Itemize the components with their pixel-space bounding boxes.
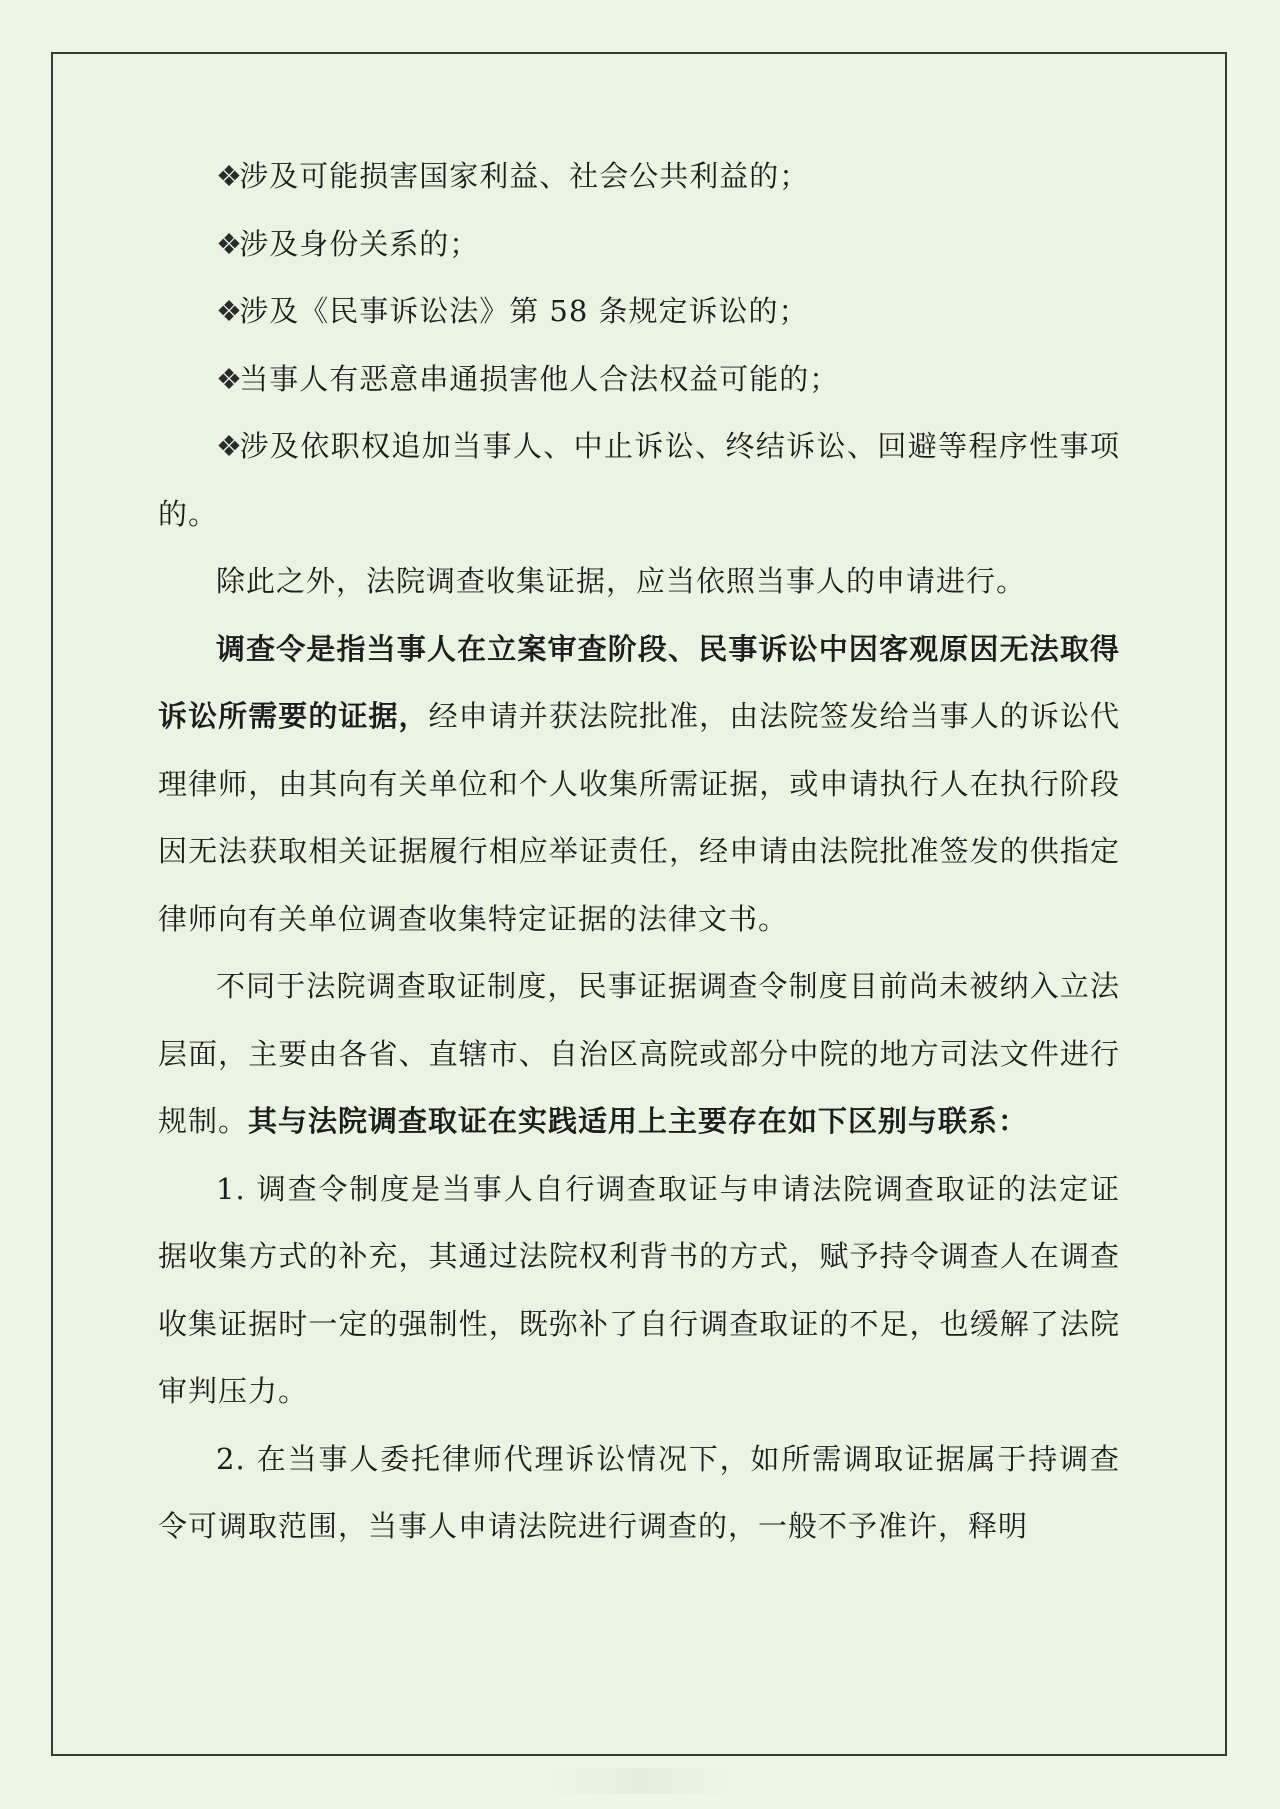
document-body xyxy=(158,143,1120,1561)
paragraph-definition xyxy=(158,616,1120,954)
diamond-bullet-icon: ❖ xyxy=(216,429,243,463)
diamond-bullet-icon: ❖ xyxy=(216,226,243,261)
difference-text: 不同于法院调查取证制度，民事证据调查令制度目前尚未被纳入立法层面，主要由各省、直辖市、自治区高院或部分中院的地方司法文件进行规制。 xyxy=(158,969,1120,1138)
paragraph-except: 除此之外，法院调查收集证据，应当依照当事人的申请进行。 xyxy=(216,564,1027,598)
definition-bold-text: 调查令是指当事人在立案审查阶段、民事诉讼中因客观原因无法取得诉讼所需要的证据， xyxy=(158,631,1120,733)
paragraph-difference xyxy=(158,953,1120,1156)
difference-bold-text: 其与法院调查取证在实践适用上主要存在如下区别与联系： xyxy=(248,1104,1029,1138)
diamond-bullet-icon: ❖ xyxy=(216,159,243,193)
watermark-blur xyxy=(540,1768,740,1794)
bullet-item: ❖涉及依职权追加当事人、中止诉讼、终结诉讼、回避等程序性事项的。 xyxy=(158,413,1120,548)
bullet-item: ❖涉及可能损害国家利益、社会公共利益的； xyxy=(158,143,1120,211)
bullet-item: ❖涉及身份关系的； xyxy=(158,211,1120,279)
diamond-bullet-icon: ❖ xyxy=(216,361,243,396)
bullet-item: ❖当事人有恶意串通损害他人合法权益可能的； xyxy=(158,346,1120,414)
paragraph-point-1: 1. 调查令制度是当事人自行调查取证与申请法院调查取证的法定证据收集方式的补充，其通过法院权利背书的方式，赋予持令调查人在调查收集证据时一定的强制性，既弥补了自行调查取证的不足，也缓解了法院审判压力。 xyxy=(158,1171,1120,1408)
definition-text: 经申请并获法院批准，由法院签发给当事人的诉讼代理律师，由其向有关单位和个人收集所需证据，或申请执行人在执行阶段因无法获取相关证据履行相应举证责任，经申请由法院批准签发的供指定律师向有关单位调查收集特定证据的法律文书。 xyxy=(158,699,1120,936)
diamond-bullet-icon: ❖ xyxy=(216,294,243,328)
paragraph-point-2: 2. 在当事人委托律师代理诉讼情况下，如所需调取证据属于持调查令可调取范围，当事人申请法院进行调查的，一般不予准许，释明 xyxy=(158,1441,1120,1543)
bullet-item: ❖涉及《民事诉讼法》第 58 条规定诉讼的； xyxy=(158,278,1120,346)
